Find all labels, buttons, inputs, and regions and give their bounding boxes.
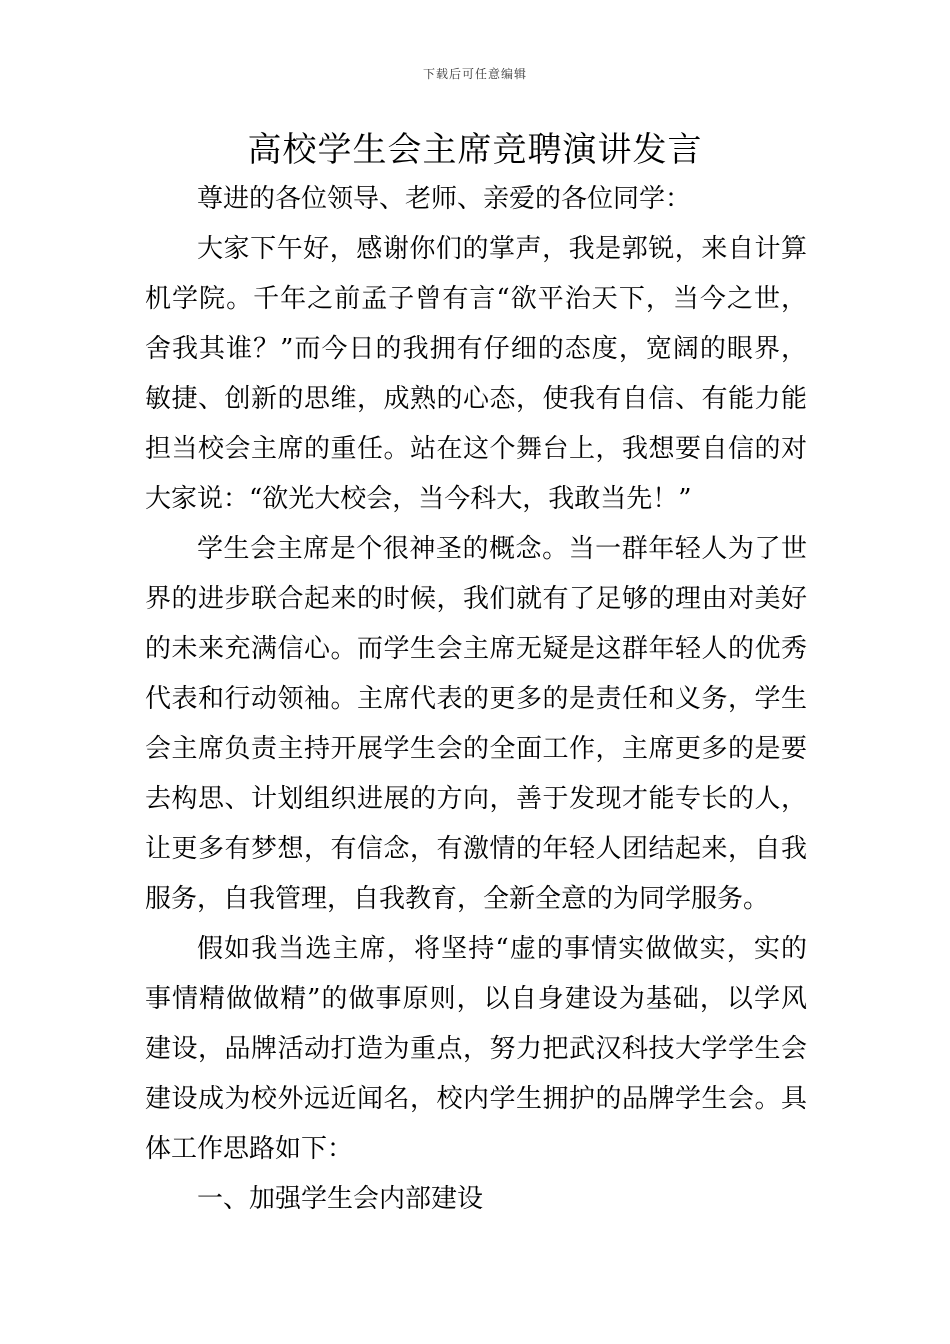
paragraph-introduction: 大家下午好，感谢你们的掌声，我是郭锐，来自计算机学院。千年之前孟子曾有言“欲平治天下，当今之世，舍我其谁？”而今日的我拥有仔细的态度，宽阔的眼界，敏捷、创新的思维，成熟的心态，使我有自信、有能力能担当校会主席的重任。站在这个舞台上，我想要自信的对大家说：“欲光大校会，当今科大，我敢当先！” [145, 234, 807, 514]
document-title: 高校学生会主席竞聘演讲发言 [247, 130, 703, 170]
paragraph-greeting: 尊进的各位领导、老师、亲爱的各位同学： [197, 184, 692, 214]
paragraph-role-of-chairman: 学生会主席是个很神圣的概念。当一群年轻人为了世界的进步联合起来的时候，我们就有了足够的理由对美好的未来充满信心。而学生会主席无疑是这群年轻人的优秀代表和行动领袖。主席代表的更多的是责任和义务，学生会主席负责主持开展学生会的全面工作，主席更多的是要去构思、计划组织进展的方向，善于发现才能专长的人，让更多有梦想，有信念，有激情的年轻人团结起来，自我服务，自我管理，自我教育，全新全意的为同学服务。 [145, 534, 807, 914]
section-heading-1: 一、加强学生会内部建设 [197, 1184, 484, 1214]
paragraph-work-plan: 假如我当选主席，将坚持“虚的事情实做做实，实的事情精做做精”的做事原则，以自身建设为基础，以学风建设，品牌活动打造为重点，努力把武汉科技大学学生会建设成为校外远近闻名，校内学生拥护的品牌学生会。具体工作思路如下： [145, 934, 807, 1164]
document-body [145, 174, 807, 1224]
header-note: 下载后可任意编辑 [422, 67, 527, 81]
